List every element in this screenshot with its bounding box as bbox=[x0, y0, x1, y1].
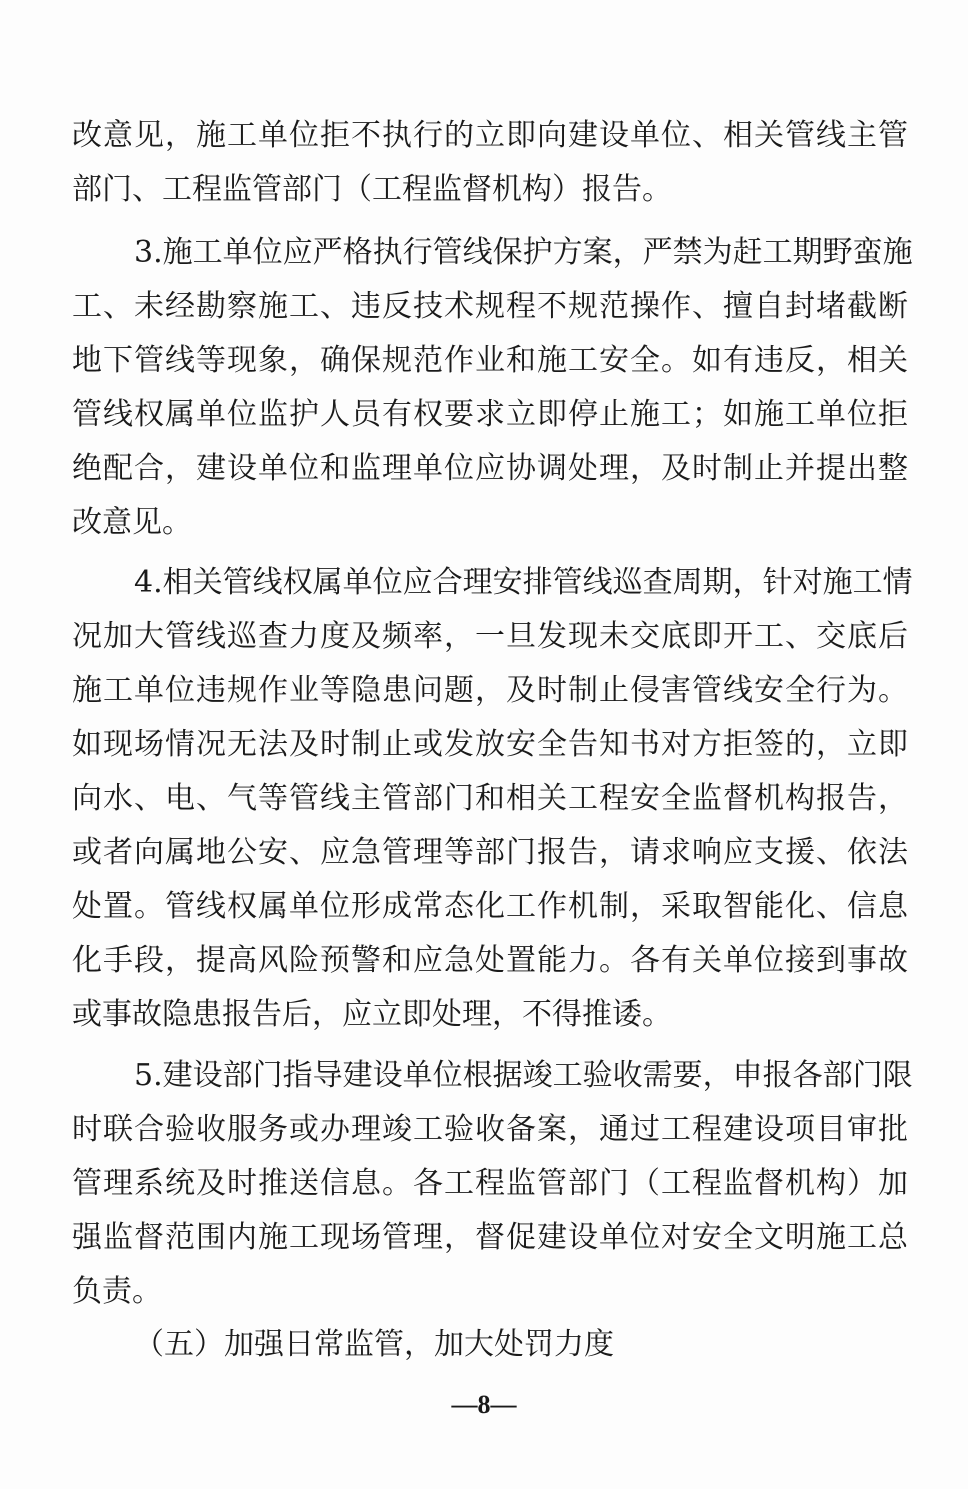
paragraph-3-start: 3.施工单位应严格执行管线保护方案，严禁为赶工期野蛮施 bbox=[134, 235, 913, 270]
text-line: 管线权属单位监护人员有权要求立即停止施工；如施工单位拒 bbox=[72, 397, 908, 432]
text-line: 况加大管线巡查力度及频率，一旦发现未交底即开工、交底后 bbox=[72, 619, 908, 654]
text-line: 施工单位违规作业等隐患问题，及时制止侵害管线安全行为。 bbox=[72, 673, 908, 708]
text-line: 向水、电、气等管线主管部门和相关工程安全监督机构报告， bbox=[72, 781, 908, 816]
text-line: 工、未经勘察施工、违反技术规程不规范操作、擅自封堵截断 bbox=[72, 289, 908, 324]
text-line: 如现场情况无法及时制止或发放安全告知书对方拒签的，立即 bbox=[72, 727, 908, 762]
text-line: 强监督范围内施工现场管理，督促建设单位对安全文明施工总 bbox=[72, 1220, 908, 1255]
section-heading: （五）加强日常监管，加大处罚力度 bbox=[134, 1327, 614, 1362]
text-line: 负责。 bbox=[72, 1274, 162, 1309]
page-number: —8— bbox=[451, 1390, 517, 1419]
text-line: 时联合验收服务或办理竣工验收备案，通过工程建设项目审批 bbox=[72, 1112, 908, 1147]
text-line: 或者向属地公安、应急管理等部门报告，请求响应支援、依法 bbox=[72, 835, 908, 870]
text-line: 绝配合，建设单位和监理单位应协调处理，及时制止并提出整 bbox=[72, 451, 908, 486]
text-line: 改意见，施工单位拒不执行的立即向建设单位、相关管线主管 bbox=[72, 118, 908, 153]
text-line: 部门、工程监管部门（工程监督机构）报告。 bbox=[72, 172, 672, 207]
paragraph-4-start: 4.相关管线权属单位应合理安排管线巡查周期，针对施工情 bbox=[134, 565, 913, 600]
text-line: 管理系统及时推送信息。各工程监管部门（工程监督机构）加 bbox=[72, 1166, 908, 1201]
text-line: 地下管线等现象，确保规范作业和施工安全。如有违反，相关 bbox=[72, 343, 908, 378]
text-line: 化手段，提高风险预警和应急处置能力。各有关单位接到事故 bbox=[72, 943, 908, 978]
text-line: 处置。管线权属单位形成常态化工作机制，采取智能化、信息 bbox=[72, 889, 908, 924]
text-line: 改意见。 bbox=[72, 505, 192, 540]
text-line: 或事故隐患报告后，应立即处理，不得推诿。 bbox=[72, 997, 672, 1032]
paragraph-5-start: 5.建设部门指导建设单位根据竣工验收需要，申报各部门限 bbox=[134, 1058, 913, 1093]
